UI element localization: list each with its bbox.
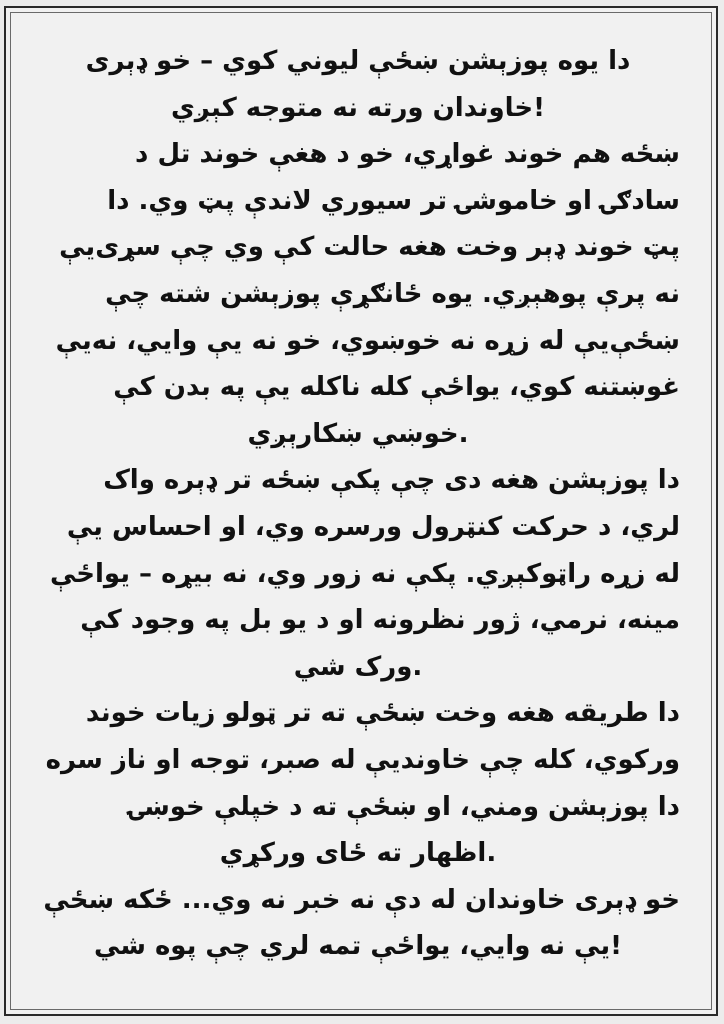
text-line: پټ خوند ډېر وخت هغه حالت کې وي چې سړی‌یې <box>59 232 680 263</box>
text-line: ښځه هم خوند غواړي، خو د هغې خوند تل د <box>135 139 680 170</box>
text-line: !خاوندان ورته نه متوجه کېږي <box>170 92 546 123</box>
text-line: دا پوزېشن ومني، او ښځې ته د خپلې خوښۍ <box>128 791 680 822</box>
text-line: ورکوي، کله چې خاوندیې له صبر، توجه او ناز سره <box>45 744 680 775</box>
text-line: ښځې‌یې له زړه نه خوښوي، خو نه یې وایي، نه‌یې <box>55 325 680 356</box>
text-line: .ورک شي <box>293 651 423 682</box>
text-line: دا پوزېشن هغه دی چې پکې ښځه تر ډېره واک <box>103 465 680 496</box>
text-line: دا یوه پوزېشن ښځې لیوني کوي – خو ډېری <box>85 46 631 76</box>
text-line: غوښتنه کوي، یواځې کله ناکله یې په بدن کې <box>113 372 680 403</box>
text-line: له زړه راټوکېږي. پکې نه زور وي، نه بیړه – یواځې <box>49 558 680 589</box>
page-border <box>4 6 718 1016</box>
text-line: لري، د حرکت کنټرول ورسره وي، او احساس یې <box>66 511 680 542</box>
text-line: خو ډېری خاوندان له دې نه خبر نه وي... ځکه ښځې <box>43 884 680 915</box>
text-line: سادګۍ او خاموشۍ تر سیوري لاندې پټ وي. دا <box>107 185 680 216</box>
text-line: .اظهار ته ځای ورکړي <box>219 838 497 869</box>
text-line: .خوښي ښکارېږي <box>247 418 469 449</box>
article-text <box>36 38 680 970</box>
text-line: نه پرې پوهېږي. یوه ځانګړې پوزېشن شته چې <box>105 278 680 309</box>
text-line: !یې نه وایي، یواځې تمه لري چې پوه شي <box>94 931 622 962</box>
text-line: دا طریقه هغه وخت ښځې ته تر ټولو زیات خوند <box>85 698 680 729</box>
text-line: مینه، نرمي، ژور نظرونه او د یو بل په وجود کې <box>80 605 680 636</box>
